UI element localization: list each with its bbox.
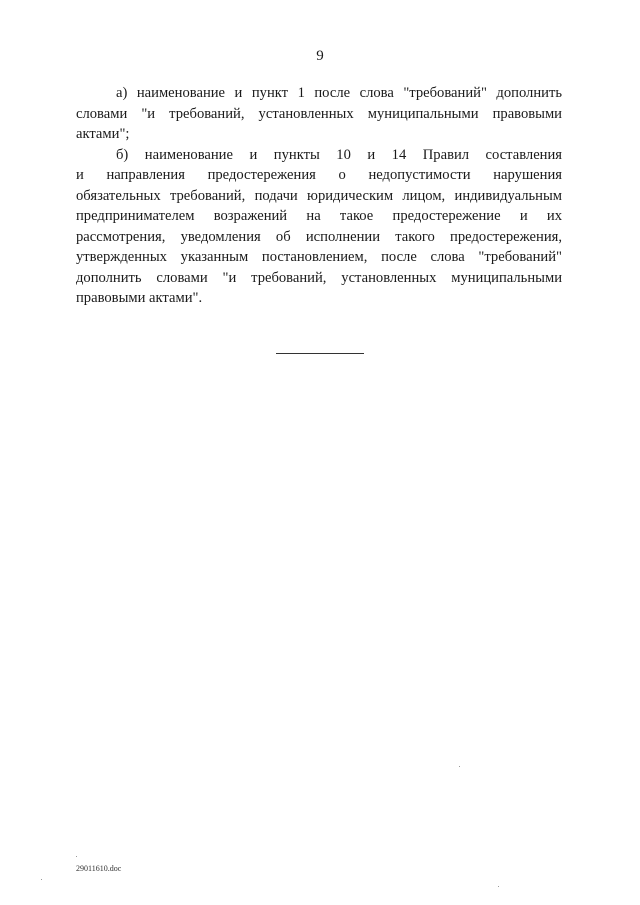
- scan-speck: [41, 879, 42, 880]
- text-line: предпринимателем возражений на такое предостережение и их: [76, 208, 562, 224]
- text-line: дополнить словами "и требований, установленных муниципальными: [76, 269, 562, 286]
- paragraph-b: [76, 145, 562, 309]
- text-line: актами";: [76, 126, 130, 142]
- document-body: [76, 83, 562, 309]
- scan-speck: [459, 766, 460, 767]
- text-line: рассмотрения, уведомления об исполнении такого предостережения,: [76, 228, 562, 245]
- text-line: и направления предостережения о недопустимости нарушения: [76, 167, 562, 183]
- text-line: обязательных требований, подачи юридическим лицом, индивидуальным: [76, 187, 562, 204]
- text-line: словами "и требований, установленных муниципальными правовыми: [76, 105, 562, 122]
- scan-speck: [76, 856, 77, 857]
- page-number: 9: [316, 48, 324, 64]
- text-line: утвержденных указанным постановлением, после слова "требований": [76, 249, 562, 265]
- text-line: б) наименование и пункты 10 и 14 Правил составления: [116, 146, 562, 163]
- scan-speck: [498, 886, 499, 887]
- paragraph-a: [76, 83, 562, 145]
- footer-file-code: 29011610.doc: [76, 864, 122, 873]
- text-line: а) наименование и пункт 1 после слова "требований" дополнить: [116, 85, 562, 101]
- end-separator-line: [276, 353, 364, 354]
- text-line: правовыми актами".: [76, 290, 203, 306]
